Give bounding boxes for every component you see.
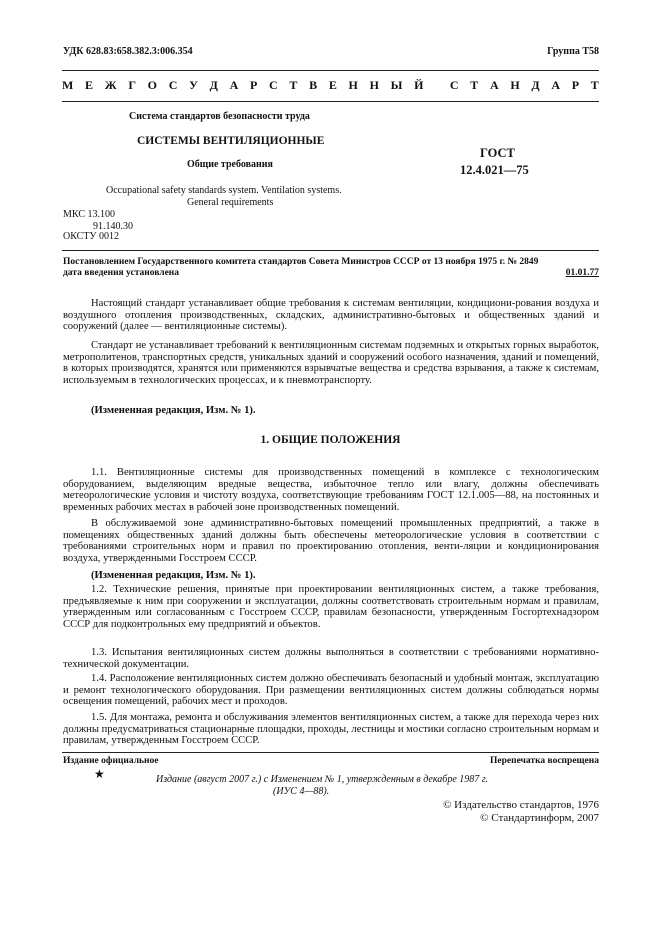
reprint-notice: Перепечатка воспрещена [489,756,599,766]
english-title-line2: General requirements [187,197,274,208]
heading-letter: Т [590,78,599,92]
heading-letter: С [168,78,178,92]
heading-letter: Р [571,78,580,92]
clause-1-1: 1.1. Вентиляционные системы для производственных помещений в комплексе с технологическим оборудованием, выделяющим вредные вещества, избыточное тепло или влагу, должны обеспечивать метеорологические условия и чистоту воздуха, соответствующие требованиям ГОСТ 12.1.005—88, на постоянных и временных рабочих местах в рабочей зоне производственных помещений. [63,467,599,514]
effective-date-line [63,268,599,278]
top-rule [62,70,599,71]
heading-letter: С [269,78,278,92]
official-edition-label: Издание официальное [63,756,159,766]
intro-paragraph-1: Настоящий стандарт устанавливает общие требования к системам вентиляции, кондициони-рования воздуха и воздушного отопления производственных, складских, административно-бытовых и общественных зданий и сооружений (далее — вентиляционные системы). [63,298,599,333]
gost-label: ГОСТ [480,146,515,160]
document-subtitle: Общие требования [187,159,273,170]
decree-rule [62,250,599,251]
heading-letter: Н [348,78,358,92]
heading-letter: Т [289,78,298,92]
heading-letter: Д [209,78,218,92]
star-icon: ★ [94,767,105,781]
heading-letter: Е [85,78,94,92]
decree-text: Постановлением Государственного комитета стандартов Совета Министров СССР от 13 ноября 1975 г. № 2849 [63,257,539,267]
heading-letter: В [309,78,318,92]
heading-letter: Й [414,78,424,92]
clause-1-5: 1.5. Для монтажа, ремонта и обслуживания элементов вентиляционных систем, а также для перехода через них должны предусматриваться стационарные площадки, проходы, лестницы и мостики согласно строительным нормам и правилам, утвержденным Госстроем СССР. [63,712,599,747]
heading-letter: С [449,78,459,92]
copyright-1: © Издательство стандартов, 1976 [443,799,599,811]
effective-date-label: дата введения установлена [63,268,180,278]
heading-letter [435,78,438,93]
gost-number: 12.4.021—75 [460,163,529,177]
effective-date-value: 01.01.77 [565,268,599,278]
section-heading: 1. ОБЩИЕ ПОЛОЖЕНИЯ [260,434,401,446]
english-title-line1: Occupational safety standards system. Ventilation systems. [106,185,342,196]
heading-letter: Т [470,78,479,92]
intro-amendment: (Измененная редакция, Изм. № 1). [91,405,256,416]
clause-1-4: 1.4. Расположение вентиляционных систем должно обеспечивать безопасный и удобный монтаж, эксплуатацию и ремонт технологического оборудования. При размещении вентиляционных систем должны соблюдаться нормы освещения помещений, рабочих мест и проходов. [63,673,599,708]
mks-code-2: 91.140.30 [93,221,133,232]
system-name: Система стандартов безопасности труда [129,111,310,122]
heading-letter: А [551,78,561,92]
heading-letter: А [489,78,499,92]
heading-letter: М [62,78,74,92]
heading-letter: Ы [390,78,403,92]
heading-letter: Н [510,78,520,92]
clause-1-1-b: В обслуживаемой зоне административно-бытовых помещений промышленных предприятий, а также в помещениях общественных зданий должны быть обеспечены метеорологические условия в соответствии с требованиями строительных норм и правил по проектированию отопления, венти-ляции и кондиционирования воздуха, утвержденными Госстроем СССР. [63,518,599,565]
heading-letter: У [189,78,198,92]
footer-rule [62,752,599,753]
clause-1-3: 1.3. Испытания вентиляционных систем должны выполняться в соответствии с требованиями нормативно-технической документации. [63,647,599,670]
okstu-code: ОКСТУ 0012 [63,231,120,242]
header-rule [62,101,599,102]
heading-letter: Г [128,78,136,92]
heading-letter: Е [328,78,337,92]
heading-letter: Ж [104,78,117,92]
edition-note-line1: Издание (август 2007 г.) с Изменением № 1, утвержденным в декабре 1987 г. [156,774,489,785]
heading-letter: Н [369,78,379,92]
clause-1-2: 1.2. Технические решения, принятые при проектировании вентиляционных систем, а также требования, предъявляемые к ним при сооружении и эксплуатации, должны соответствовать строительным нормам и правилам, утвержденным или согласованным с Госстроем СССР, правилам безопасности, утвержденным Госгортехнадзором СССР для подконтрольных ему предприятий и объектов. [63,584,599,631]
mks-code: МКС 13.100 [63,209,115,220]
standard-type-heading [62,78,599,93]
intro-paragraph-2: Стандарт не устанавливает требований к вентиляционным системам подземных и открытых горных выработок, метрополитенов, транспортных средств, уникальных зданий и сооружений особого назначения, зданий и помещений, в которых производятся, хранятся или применяются взрывчатые вещества и средства взрывания, а также к системам, используемым в технологических процессах, и к пневмотранспорту. [63,340,599,387]
udk-code: УДК 628.83:658.382.3:006.354 [63,46,193,57]
heading-letter: Р [249,78,258,92]
document-title: СИСТЕМЫ ВЕНТИЛЯЦИОННЫЕ [137,135,325,147]
edition-note-line2: (ИУС 4—88). [273,786,330,797]
heading-letter: А [229,78,239,92]
heading-letter: Д [531,78,540,92]
heading-letter: О [147,78,158,92]
copyright-2: © Стандартинформ, 2007 [480,812,599,824]
group-code: Группа Т58 [547,46,599,57]
clause-1-1-amendment: (Измененная редакция, Изм. № 1). [91,570,256,581]
